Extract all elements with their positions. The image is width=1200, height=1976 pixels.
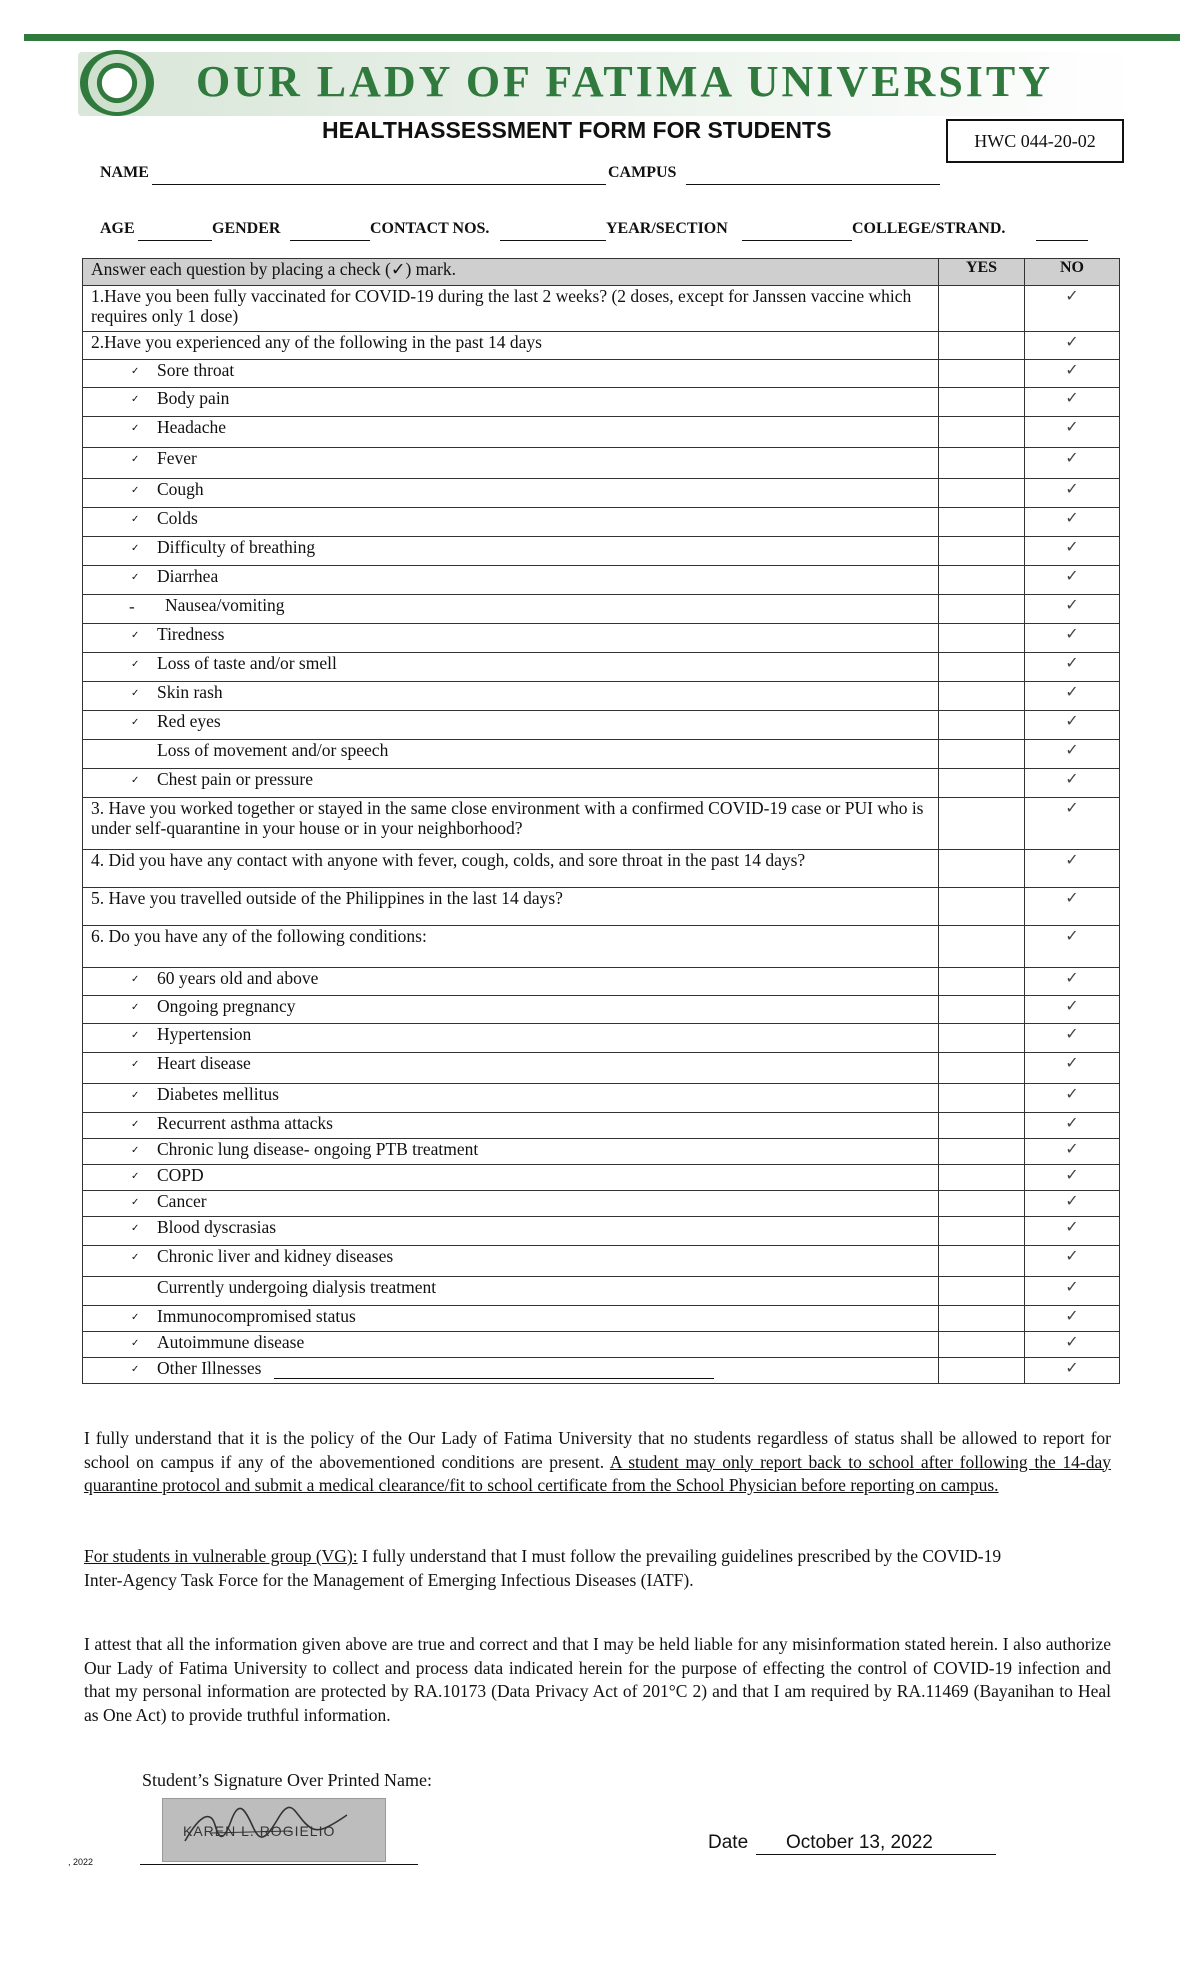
check-bullet-icon: ✓ (131, 366, 140, 378)
question-text: Chronic lung disease- ongoing PTB treatment (157, 1139, 479, 1159)
yes-checkbox[interactable] (939, 1246, 1025, 1277)
no-checkbox[interactable]: ✓ (1025, 332, 1120, 360)
question-text: Cough (157, 479, 204, 499)
header-top-rule (24, 34, 1180, 41)
yes-checkbox[interactable] (939, 332, 1025, 360)
small-note: , 2022 (68, 1857, 94, 1867)
question-text: 60 years old and above (157, 968, 319, 988)
question-cell (83, 769, 939, 798)
check-bullet-icon: ✓ (131, 688, 140, 700)
check-bullet-icon: ✓ (131, 1002, 140, 1014)
campus-label: CAMPUS (608, 164, 677, 181)
question-row (83, 888, 1120, 926)
question-cell (83, 1024, 939, 1053)
no-checkbox[interactable]: ✓ (1025, 1358, 1120, 1384)
no-checkbox[interactable]: ✓ (1025, 888, 1120, 926)
question-row (83, 740, 1120, 769)
check-bullet-icon: ✓ (131, 394, 140, 406)
question-text: Ongoing pregnancy (157, 996, 296, 1016)
yes-checkbox[interactable] (939, 1332, 1025, 1358)
check-bullet-icon: ✓ (131, 1197, 140, 1209)
question-text: 4. Did you have any contact with anyone with fever, cough, colds, and sore throat in the past 14 days? (91, 850, 806, 870)
question-row (83, 286, 1120, 332)
question-row (83, 1139, 1120, 1165)
yes-checkbox[interactable] (939, 1084, 1025, 1113)
question-text: 3. Have you worked together or stayed in the same close environment with a confirmed COVID-19 case or PUI who is under self-quarantine in your house or in your neighborhood? (91, 798, 924, 838)
age-label: AGE (100, 220, 135, 237)
question-text: Recurrent asthma attacks (157, 1113, 333, 1133)
contact-label: CONTACT NOS. (370, 220, 490, 237)
yes-checkbox[interactable] (939, 1306, 1025, 1332)
signature-printed-name: KAREN L. ROGIELIO (183, 1823, 336, 1839)
yes-checkbox[interactable] (939, 1139, 1025, 1165)
question-cell (83, 996, 939, 1024)
question-cell (83, 566, 939, 595)
college-strand-field[interactable] (1036, 220, 1088, 241)
yes-checkbox[interactable] (939, 968, 1025, 996)
question-cell (83, 1217, 939, 1246)
question-cell (83, 1084, 939, 1113)
question-text: Headache (157, 417, 226, 437)
check-bullet-icon: ✓ (131, 659, 140, 671)
question-row (83, 566, 1120, 595)
check-bullet-icon: ✓ (131, 1338, 140, 1350)
policy-return-condition: A student may only report back to school after following the 14-day quarantine protocol and submit a medical clearance/fit to school certificate from the School Physician before reporting on campus. (84, 1451, 1112, 1495)
check-bullet-icon: ✓ (131, 1252, 140, 1264)
no-checkbox[interactable]: ✓ (1025, 1277, 1120, 1306)
yes-checkbox[interactable] (939, 388, 1025, 417)
no-checkbox[interactable]: ✓ (1025, 286, 1120, 332)
question-text: Red eyes (157, 711, 221, 731)
yes-checkbox[interactable] (939, 479, 1025, 508)
check-bullet-icon: ✓ (131, 717, 140, 729)
no-checkbox[interactable]: ✓ (1025, 1084, 1120, 1113)
question-row (83, 1191, 1120, 1217)
yes-checkbox[interactable] (939, 1358, 1025, 1384)
yes-checkbox[interactable] (939, 1024, 1025, 1053)
question-text: Heart disease (157, 1053, 251, 1073)
check-bullet-icon: ✓ (131, 1312, 140, 1324)
no-checkbox[interactable]: ✓ (1025, 1165, 1120, 1191)
question-row (83, 1332, 1120, 1358)
question-row (83, 1165, 1120, 1191)
yes-checkbox[interactable] (939, 682, 1025, 711)
check-bullet-icon: ✓ (131, 423, 140, 435)
question-cell (83, 448, 939, 479)
question-cell (83, 1191, 939, 1217)
question-row (83, 1358, 1120, 1384)
question-text: Chest pain or pressure (157, 769, 314, 789)
check-bullet-icon: ✓ (131, 1364, 140, 1376)
no-checkbox[interactable]: ✓ (1025, 388, 1120, 417)
question-cell (83, 595, 939, 624)
check-bullet-icon: ✓ (131, 1223, 140, 1235)
yes-checkbox[interactable] (939, 360, 1025, 388)
question-cell (83, 711, 939, 740)
yes-checkbox[interactable] (939, 537, 1025, 566)
question-text: 6. Do you have any of the following conditions: (91, 926, 427, 946)
question-cell (83, 798, 939, 850)
question-text: Tiredness (157, 624, 225, 644)
form-code-box (946, 119, 1124, 163)
question-row (83, 711, 1120, 740)
yes-checkbox[interactable] (939, 798, 1025, 850)
campus-field[interactable] (686, 164, 940, 185)
question-cell (83, 1053, 939, 1084)
form-title: HEALTHASSESSMENT FORM FOR STUDENTS (322, 117, 832, 143)
question-cell (83, 740, 939, 769)
yes-checkbox[interactable] (939, 1113, 1025, 1139)
year-section-label: YEAR/SECTION (606, 220, 728, 237)
question-cell (83, 653, 939, 682)
question-cell (83, 1165, 939, 1191)
name-label: NAME (100, 164, 149, 181)
question-text: 1.Have you been fully vaccinated for COVID-19 during the last 2 weeks? (2 doses, except for Janssen vaccine which requires only 1 dose) (91, 286, 912, 326)
health-questionnaire-table (82, 258, 1120, 1384)
check-bullet-icon: ✓ (131, 1030, 140, 1042)
question-cell (83, 968, 939, 996)
no-checkbox[interactable]: ✓ (1025, 850, 1120, 888)
question-row (83, 332, 1120, 360)
question-cell (83, 332, 939, 360)
no-checkbox[interactable]: ✓ (1025, 479, 1120, 508)
question-text: Body pain (157, 388, 230, 408)
no-checkbox[interactable]: ✓ (1025, 682, 1120, 711)
question-text: Immunocompromised status (157, 1306, 356, 1326)
question-text: Colds (157, 508, 198, 528)
yes-checkbox[interactable] (939, 769, 1025, 798)
no-checkbox[interactable]: ✓ (1025, 448, 1120, 479)
question-row (83, 926, 1120, 968)
question-cell (83, 286, 939, 332)
no-column-header: NO (1025, 259, 1120, 286)
question-text: Sore throat (157, 360, 235, 380)
gender-label: GENDER (212, 220, 281, 237)
check-bullet-icon: ✓ (131, 485, 140, 497)
no-checkbox[interactable]: ✓ (1025, 1191, 1120, 1217)
check-bullet-icon: ✓ (131, 454, 140, 466)
question-row (83, 1246, 1120, 1277)
no-checkbox[interactable]: ✓ (1025, 798, 1120, 850)
question-cell (83, 888, 939, 926)
no-checkbox[interactable]: ✓ (1025, 740, 1120, 769)
question-cell (83, 360, 939, 388)
yes-checkbox[interactable] (939, 711, 1025, 740)
year-section-field[interactable] (742, 220, 852, 241)
vulnerable-group-paragraph (84, 1545, 1111, 1592)
yes-checkbox[interactable] (939, 508, 1025, 537)
date-field[interactable]: October 13, 2022 (756, 1832, 996, 1855)
question-row (83, 1113, 1120, 1139)
question-cell (83, 388, 939, 417)
yes-checkbox[interactable] (939, 850, 1025, 888)
question-text: 2.Have you experienced any of the following in the past 14 days (91, 332, 542, 352)
question-text: Chronic liver and kidney diseases (157, 1246, 394, 1266)
question-row (83, 653, 1120, 682)
signature-line (140, 1864, 418, 1865)
yes-column-header: YES (939, 259, 1025, 286)
yes-checkbox[interactable] (939, 653, 1025, 682)
question-cell (83, 682, 939, 711)
yes-checkbox[interactable] (939, 1053, 1025, 1084)
question-cell (83, 1246, 939, 1277)
no-checkbox[interactable]: ✓ (1025, 566, 1120, 595)
question-cell (83, 479, 939, 508)
question-row (83, 1277, 1120, 1306)
signature-image (162, 1798, 386, 1862)
question-row (83, 360, 1120, 388)
contact-field[interactable] (500, 220, 606, 241)
signature-label: Student’s Signature Over Printed Name: (142, 1770, 432, 1790)
yes-checkbox[interactable] (939, 1165, 1025, 1191)
question-text: Blood dyscrasias (157, 1217, 277, 1237)
question-row (83, 1084, 1120, 1113)
question-row (83, 624, 1120, 653)
no-checkbox[interactable]: ✓ (1025, 1332, 1120, 1358)
question-row (83, 508, 1120, 537)
question-row (83, 682, 1120, 711)
question-text: Cancer (157, 1191, 207, 1211)
question-cell (83, 1277, 939, 1306)
yes-checkbox[interactable] (939, 286, 1025, 332)
question-text: Currently undergoing dialysis treatment (157, 1277, 437, 1297)
table-header-row (83, 259, 1120, 286)
question-row (83, 850, 1120, 888)
check-bullet-icon: ✓ (131, 1145, 140, 1157)
no-checkbox[interactable]: ✓ (1025, 624, 1120, 653)
no-checkbox[interactable]: ✓ (1025, 1306, 1120, 1332)
question-row (83, 1053, 1120, 1084)
question-row (83, 417, 1120, 448)
check-bullet-icon: ✓ (131, 1090, 140, 1102)
question-row (83, 968, 1120, 996)
instruction-text: Answer each question by placing a check (✓) mark. (83, 259, 939, 286)
no-checkbox[interactable]: ✓ (1025, 1217, 1120, 1246)
question-text: Other Illnesses (157, 1358, 262, 1378)
question-text: Loss of taste and/or smell (157, 653, 337, 673)
age-field[interactable] (138, 220, 212, 241)
no-checkbox[interactable]: ✓ (1025, 926, 1120, 968)
question-row (83, 595, 1120, 624)
question-text: Skin rash (157, 682, 223, 702)
question-row (83, 769, 1120, 798)
question-cell (83, 508, 939, 537)
yes-checkbox[interactable] (939, 595, 1025, 624)
question-text: Hypertension (157, 1024, 252, 1044)
no-checkbox[interactable]: ✓ (1025, 508, 1120, 537)
question-row (83, 1306, 1120, 1332)
yes-checkbox[interactable] (939, 417, 1025, 448)
yes-checkbox[interactable] (939, 1217, 1025, 1246)
vulnerable-group-iatf: Inter-Agency Task Force for the Management of Emerging Infectious Diseases (IATF). (84, 1569, 694, 1590)
no-checkbox[interactable]: ✓ (1025, 1246, 1120, 1277)
question-cell (83, 417, 939, 448)
no-checkbox[interactable]: ✓ (1025, 1139, 1120, 1165)
no-checkbox[interactable]: ✓ (1025, 537, 1120, 566)
question-row (83, 388, 1120, 417)
question-text: Diarrhea (157, 566, 219, 586)
question-text: Autoimmune disease (157, 1332, 305, 1352)
question-cell (83, 537, 939, 566)
no-checkbox[interactable]: ✓ (1025, 968, 1120, 996)
check-bullet-icon: ✓ (131, 543, 140, 555)
university-seal-icon (80, 50, 154, 116)
question-cell (83, 1139, 939, 1165)
policy-paragraph (84, 1427, 1111, 1498)
yes-checkbox[interactable] (939, 1277, 1025, 1306)
question-text: Diabetes mellitus (157, 1084, 279, 1104)
check-bullet-icon: ✓ (131, 630, 140, 642)
yes-checkbox[interactable] (939, 926, 1025, 968)
no-checkbox[interactable]: ✓ (1025, 360, 1120, 388)
attestation-paragraph: I attest that all the information given above are true and correct and that I may be held liable for any misinformation stated herein. I also authorize Our Lady of Fatima University to collect and process data indicated herein for the purpose of effecting the control of COVID-19 infection and that my personal information are protected by RA.10173 (Data Privacy Act of 201°C 2) and that I am required by RA.11469 (Bayanihan to Heal as One Act) to provide truthful information. (84, 1634, 1111, 1725)
question-text: Difficulty of breathing (157, 537, 316, 557)
question-cell (83, 624, 939, 653)
question-text: Loss of movement and/or speech (157, 740, 389, 760)
question-row (83, 537, 1120, 566)
check-bullet-icon: ✓ (131, 1119, 140, 1131)
question-cell (83, 1358, 939, 1384)
check-bullet-icon: ✓ (131, 1171, 140, 1183)
check-bullet-icon: ✓ (131, 1059, 140, 1071)
yes-checkbox[interactable] (939, 448, 1025, 479)
question-cell (83, 926, 939, 968)
vulnerable-group-heading: For students in vulnerable group (VG): (84, 1546, 358, 1566)
question-text: Fever (157, 448, 197, 468)
question-text: 5. Have you travelled outside of the Philippines in the last 14 days? (91, 888, 563, 908)
no-checkbox[interactable]: ✓ (1025, 996, 1120, 1024)
question-text: COPD (157, 1165, 204, 1185)
yes-checkbox[interactable] (939, 624, 1025, 653)
no-checkbox[interactable]: ✓ (1025, 1113, 1120, 1139)
question-row (83, 448, 1120, 479)
gender-field[interactable] (290, 220, 370, 241)
date-label: Date (708, 1832, 749, 1853)
no-checkbox[interactable]: ✓ (1025, 417, 1120, 448)
yes-checkbox[interactable] (939, 996, 1025, 1024)
question-row (83, 798, 1120, 850)
check-bullet-icon: ✓ (131, 775, 140, 787)
question-row (83, 996, 1120, 1024)
question-row (83, 1024, 1120, 1053)
yes-checkbox[interactable] (939, 1191, 1025, 1217)
no-checkbox[interactable]: ✓ (1025, 769, 1120, 798)
check-bullet-icon: ✓ (131, 572, 140, 584)
check-bullet-icon: ✓ (131, 974, 140, 986)
dash-bullet-icon: - (129, 597, 135, 617)
name-field[interactable] (152, 164, 606, 185)
no-checkbox[interactable]: ✓ (1025, 1053, 1120, 1084)
no-checkbox[interactable]: ✓ (1025, 711, 1120, 740)
question-cell (83, 850, 939, 888)
question-row (83, 1217, 1120, 1246)
question-cell (83, 1113, 939, 1139)
question-cell (83, 1332, 939, 1358)
vulnerable-group-text: I fully understand that I must follow the prevailing guidelines prescribed by the COVID-19 (357, 1546, 1002, 1566)
no-checkbox[interactable]: ✓ (1025, 595, 1120, 624)
policy-text: I fully understand that it is the policy of the Our Lady of Fatima University that no students regardless of status shall be allowed to report for school on campus if any of the abovementioned conditions are present. (84, 1428, 1111, 1472)
yes-checkbox[interactable] (939, 740, 1025, 769)
question-text: Nausea/vomiting (165, 595, 285, 615)
question-cell (83, 1306, 939, 1332)
college-strand-label: COLLEGE/STRAND. (852, 220, 1006, 237)
no-checkbox[interactable]: ✓ (1025, 653, 1120, 682)
university-name: OUR LADY OF FATIMA UNIVERSITY (196, 57, 1054, 106)
other-illnesses-field[interactable] (274, 1362, 714, 1379)
question-row (83, 479, 1120, 508)
yes-checkbox[interactable] (939, 888, 1025, 926)
no-checkbox[interactable]: ✓ (1025, 1024, 1120, 1053)
form-code: HWC 044-20-02 (974, 130, 1096, 151)
yes-checkbox[interactable] (939, 566, 1025, 595)
check-bullet-icon: ✓ (131, 514, 140, 526)
